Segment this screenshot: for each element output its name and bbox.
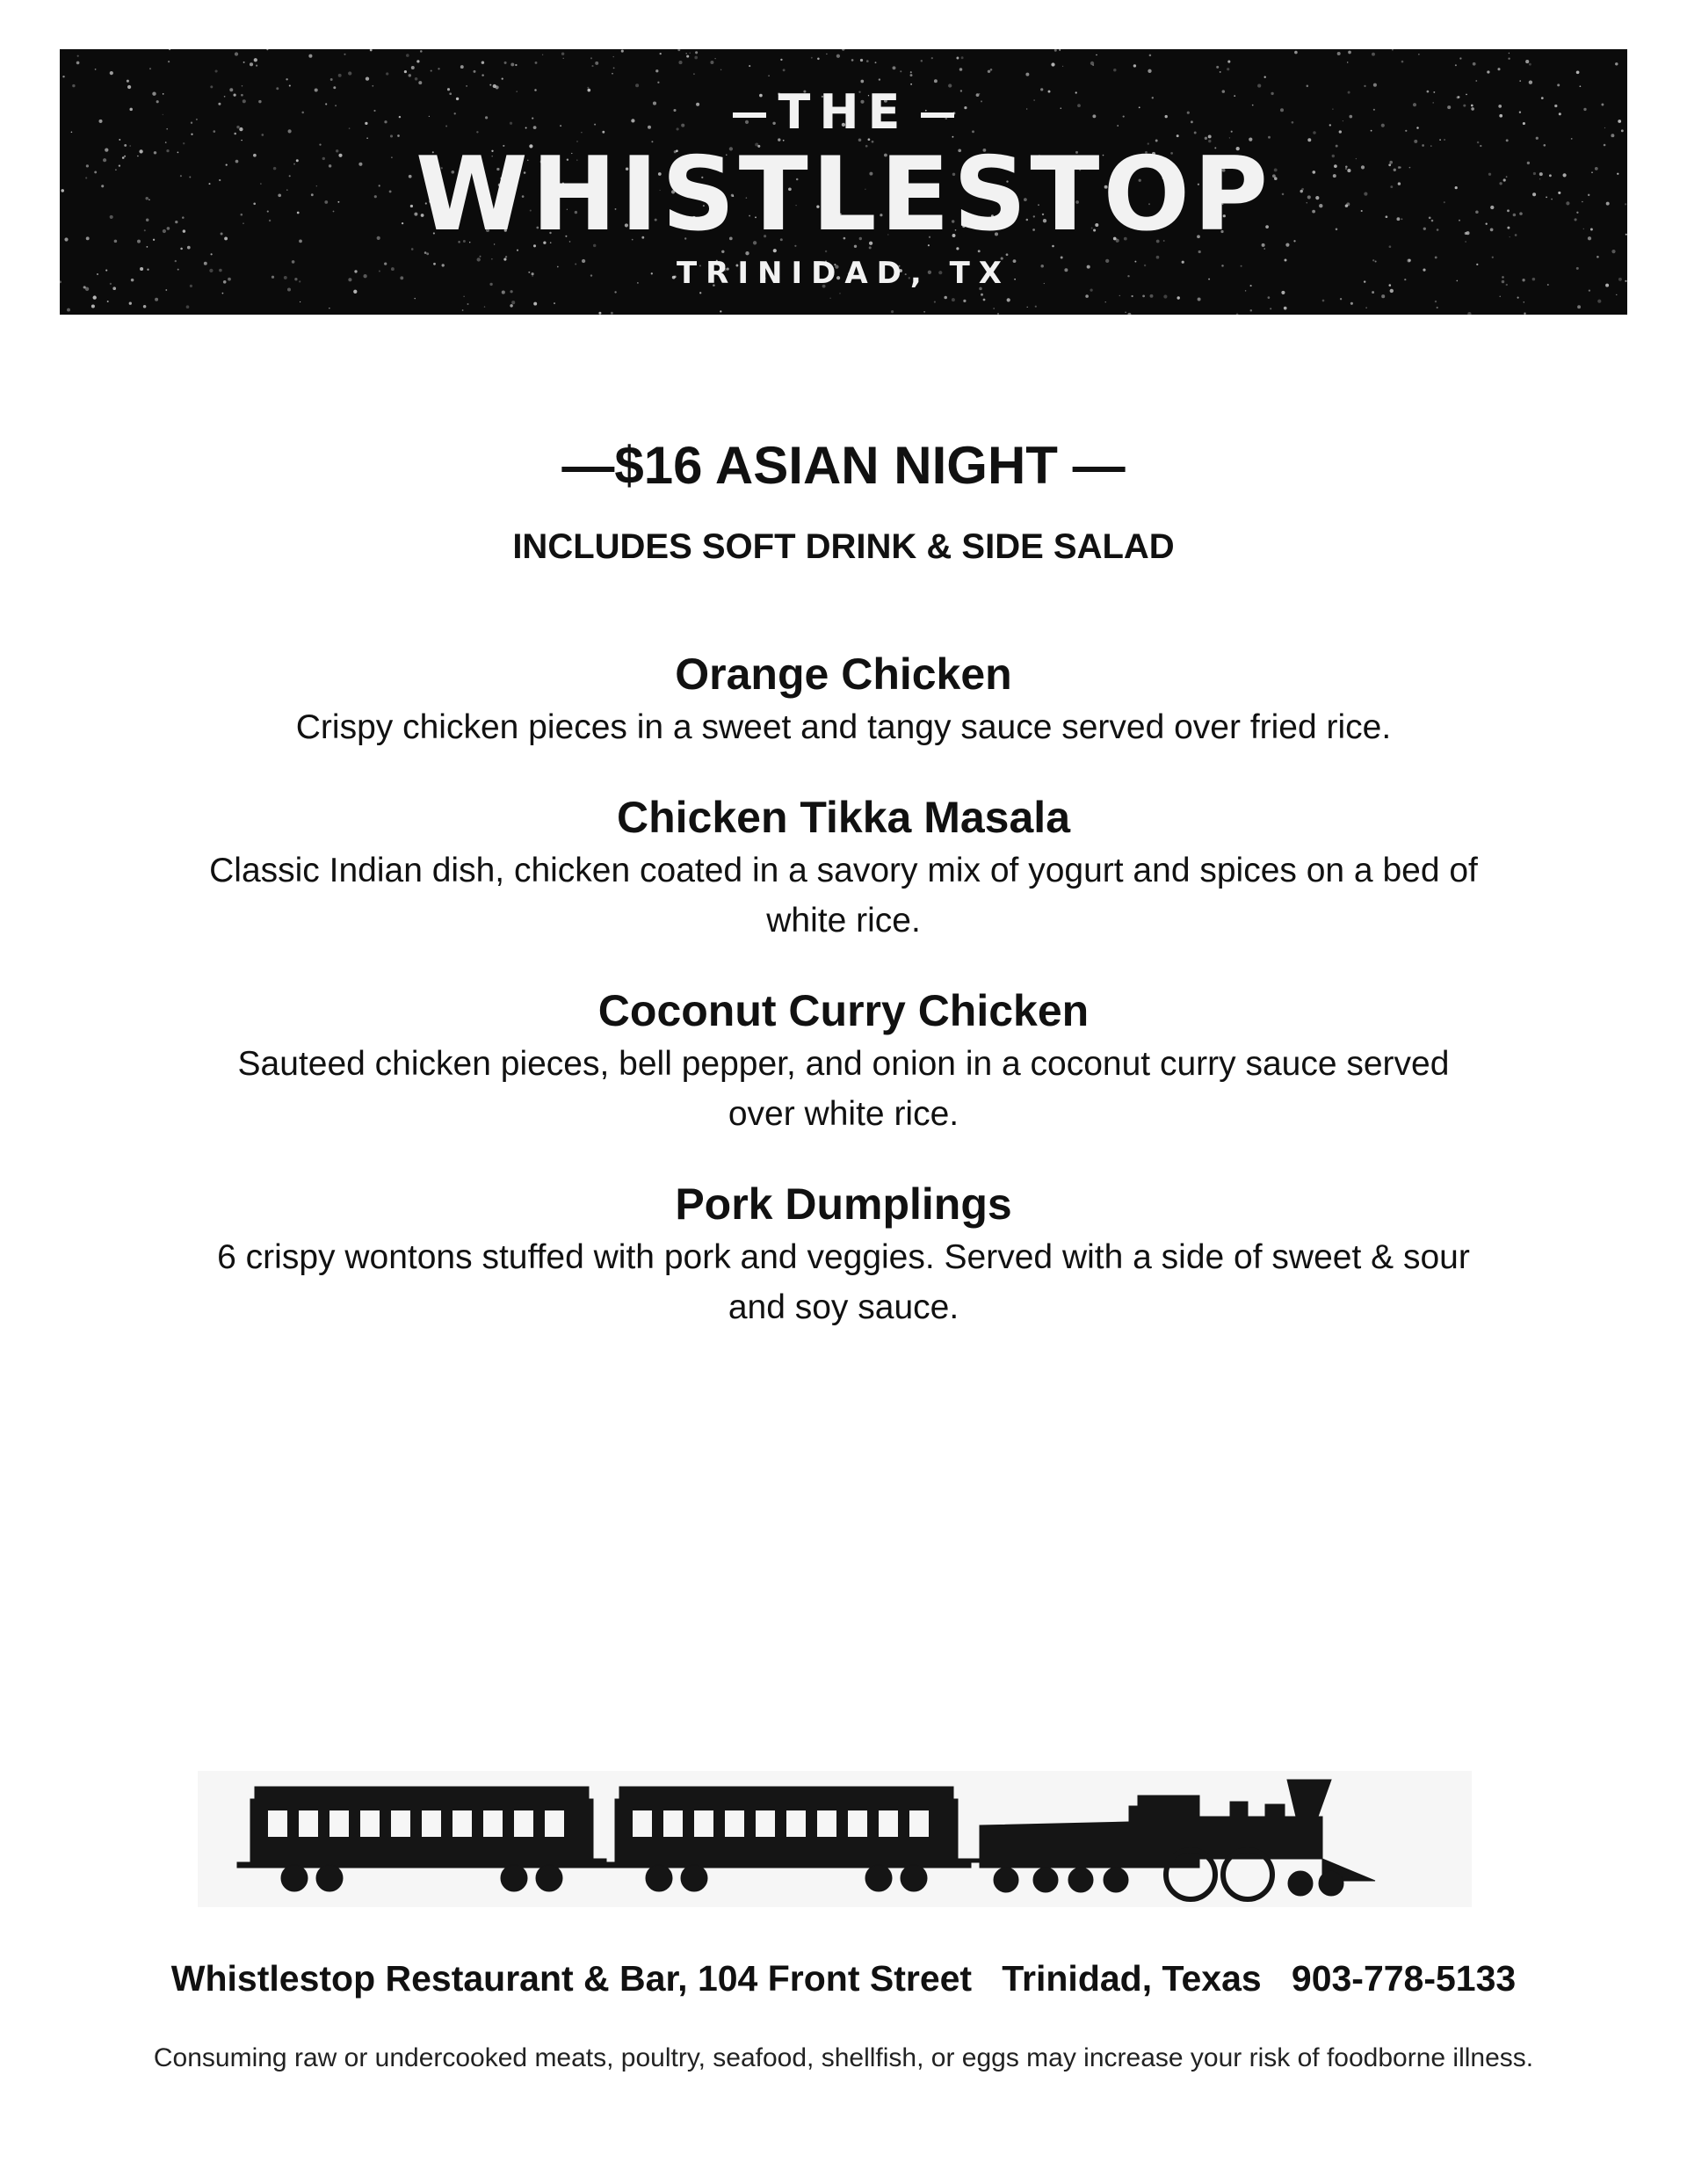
menu-item-name: Pork Dumplings: [675, 1179, 1012, 1229]
menu-item: [176, 646, 1511, 752]
page-title: —$16 ASIAN NIGHT —: [561, 436, 1126, 495]
train-icon: [198, 1771, 1472, 1907]
logo: [60, 49, 1627, 315]
menu-list: [176, 646, 1511, 1369]
logo-the-text: THE: [778, 84, 909, 140]
train-illustration: [198, 1771, 1472, 1907]
logo-name: WHISTLESTOP: [415, 135, 1272, 254]
menu-item-description: Classic Indian dish, chicken coated in a savory mix of yogurt and spices on a bed of white rice.: [209, 852, 1478, 940]
logo-location: TRINIDAD, TX: [676, 256, 1011, 291]
logo-the: [60, 84, 1627, 140]
header-banner: [60, 49, 1627, 315]
menu-item-description: Crispy chicken pieces in a sweet and tangy sauce served over fried rice.: [295, 708, 1392, 746]
car-roof: [255, 1787, 589, 1799]
menu-item-name: Orange Chicken: [675, 649, 1012, 699]
menu-item: [176, 983, 1511, 1139]
footer-address: Whistlestop Restaurant & Bar, 104 Front Street Trinidad, Texas 903-778-5133: [170, 1958, 1517, 1999]
menu-item: [176, 1176, 1511, 1332]
footer-warning: Consuming raw or undercooked meats, poultry, seafood, shellfish, or eggs may increase your risk of foodborne illness.: [153, 2043, 1534, 2072]
page-subtitle: INCLUDES SOFT DRINK & SIDE SALAD: [512, 527, 1175, 566]
menu-item-description: 6 crispy wontons stuffed with pork and veggies. Served with a side of sweet & sour and soy sauce.: [217, 1238, 1470, 1326]
logo-dash-left: [733, 112, 766, 118]
menu-item-description: Sauteed chicken pieces, bell pepper, and onion in a coconut curry sauce served over white rice.: [237, 1045, 1450, 1133]
logo-dash-right: [921, 112, 954, 118]
menu-item-name: Coconut Curry Chicken: [597, 986, 1090, 1035]
menu-item: [176, 789, 1511, 946]
menu-item-name: Chicken Tikka Masala: [616, 793, 1070, 842]
